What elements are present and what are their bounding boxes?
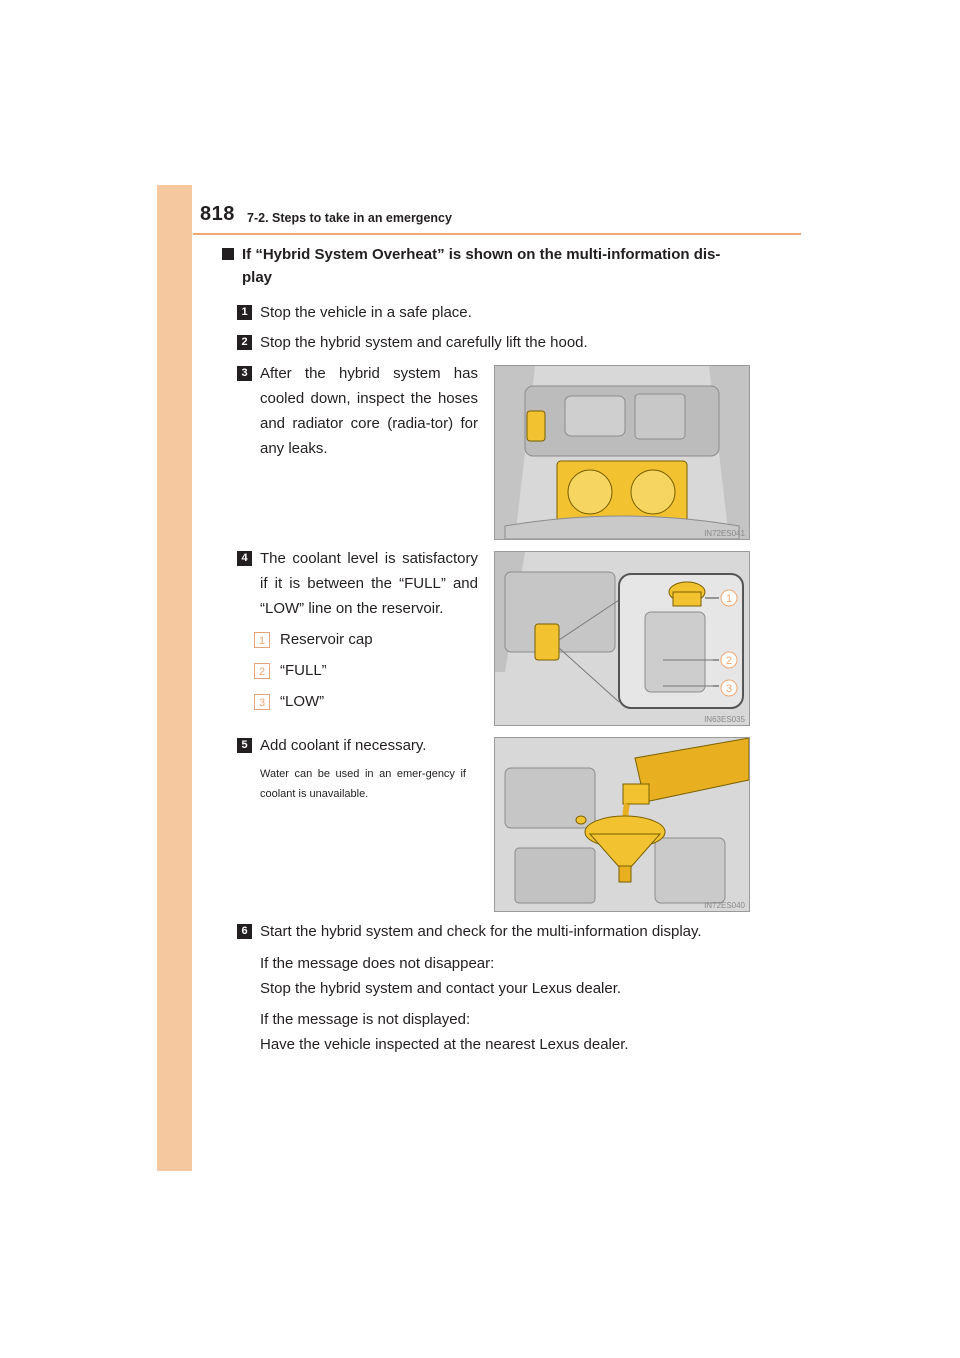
step-number-6: 6 bbox=[237, 924, 252, 939]
step-1-text: Stop the vehicle in a safe place. bbox=[260, 304, 472, 321]
step-6-sub1-condition: If the message does not disappear: bbox=[260, 955, 495, 972]
step-5-text: Add coolant if necessary. bbox=[260, 737, 427, 754]
callout-3-label: “LOW” bbox=[280, 693, 325, 710]
reservoir-illustration bbox=[495, 552, 749, 725]
engine-bay-illustration bbox=[495, 366, 749, 539]
figure-code: IN72ES041 bbox=[704, 529, 745, 538]
callout-1-label: Reservoir cap bbox=[280, 631, 373, 648]
figure-coolant-reservoir bbox=[494, 551, 750, 726]
header-rule bbox=[193, 233, 801, 235]
page-number: 818 bbox=[200, 203, 235, 225]
step-6-sub1-action: Stop the hybrid system and contact your Lexus dealer. bbox=[260, 980, 622, 997]
figure-add-coolant bbox=[494, 737, 750, 912]
step-number-5: 5 bbox=[237, 738, 252, 753]
square-bullet-icon bbox=[222, 248, 234, 260]
step-4-text: The coolant level is satisfactory if it is between the “FULL” and “LOW” line on the reservoir. bbox=[260, 550, 478, 617]
section-title: If “Hybrid System Overheat” is shown on the multi-information dis- play bbox=[222, 243, 762, 289]
figure-code: IN72ES040 bbox=[704, 901, 745, 910]
step-number-1: 1 bbox=[237, 305, 252, 320]
step-3-text: After the hybrid system has cooled down, inspect the hoses and radiator core (radia-tor) for any leaks. bbox=[260, 365, 478, 457]
callout-2: 2 bbox=[254, 663, 270, 679]
step-number-4: 4 bbox=[237, 551, 252, 566]
figure-callout-2: 2 bbox=[725, 655, 733, 667]
figure-callout-3: 3 bbox=[725, 683, 733, 695]
step-2-text: Stop the hybrid system and carefully lift the hood. bbox=[260, 334, 588, 351]
step-6-text: Start the hybrid system and check for the multi-information display. bbox=[260, 923, 702, 940]
step-number-3: 3 bbox=[237, 366, 252, 381]
add-coolant-illustration bbox=[495, 738, 749, 911]
figure-code: IN63ES035 bbox=[704, 715, 745, 724]
callout-1: 1 bbox=[254, 632, 270, 648]
step-6-sub2-condition: If the message is not displayed: bbox=[260, 1011, 471, 1028]
callout-2-label: “FULL” bbox=[280, 662, 327, 679]
step-6-sub2-action: Have the vehicle inspected at the nearest Lexus dealer. bbox=[260, 1036, 629, 1053]
section-header: 7-2. Steps to take in an emergency bbox=[247, 211, 452, 225]
callout-3: 3 bbox=[254, 694, 270, 710]
figure-engine-bay-radiator bbox=[494, 365, 750, 540]
step-number-2: 2 bbox=[237, 335, 252, 350]
chapter-side-tab bbox=[157, 185, 192, 1171]
step-5-note: Water can be used in an emer-gency if coolant is unavailable. bbox=[260, 768, 466, 800]
figure-callout-1: 1 bbox=[725, 593, 733, 605]
